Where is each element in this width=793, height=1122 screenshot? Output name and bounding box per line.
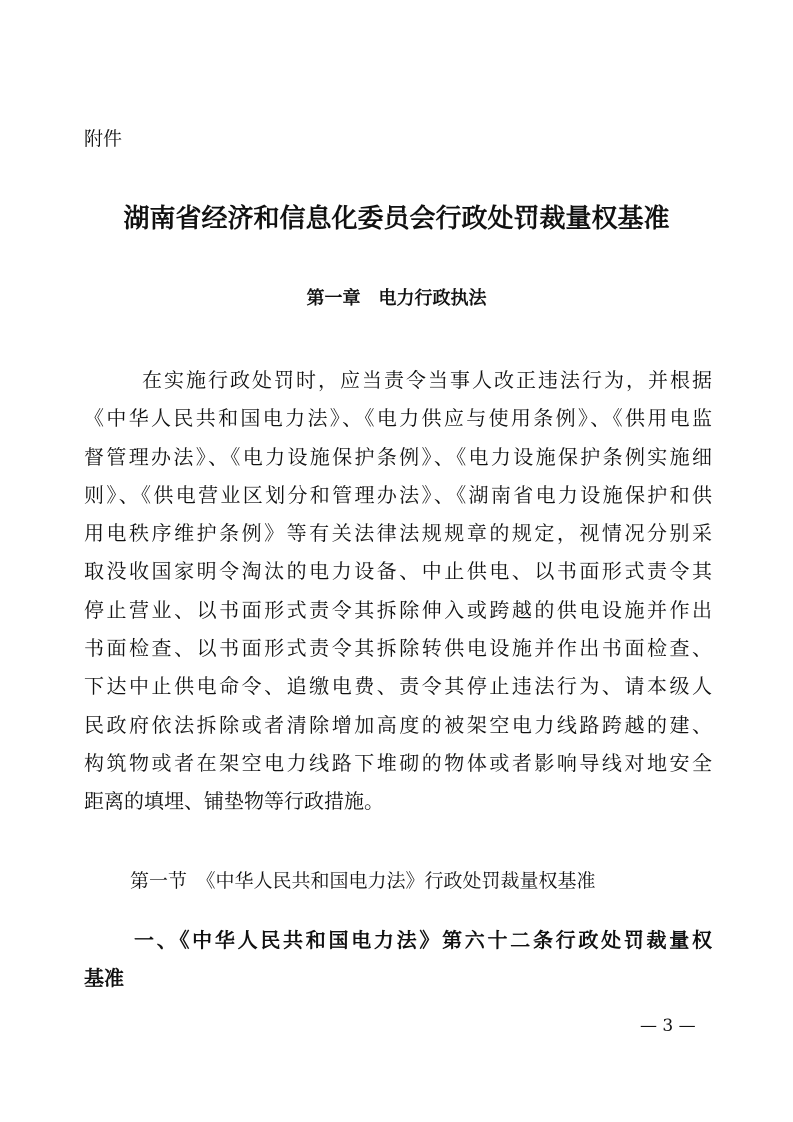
paragraph-line: 督管理办法》、《电力设施保护条例》、《电力设施保护条例实施细 bbox=[84, 444, 712, 469]
paragraph-line: 构筑物或者在架空电力线路下堆砌的物体或者影响导线对地安全 bbox=[84, 750, 712, 775]
subsection-heading-line: 基准 bbox=[84, 966, 124, 990]
paragraph-line: 民政府依法拆除或者清除增加高度的被架空电力线路跨越的建、 bbox=[84, 712, 712, 737]
section-heading: 第一节 《中华人民共和国电力法》行政处罚裁量权基准 bbox=[130, 870, 596, 892]
page-number: — 3 — bbox=[640, 1016, 696, 1036]
paragraph-line: 书面检查、以书面形式责令其拆除转供电设施并作出书面检查、 bbox=[84, 636, 712, 661]
paragraph-line: 用电秩序维护条例》等有关法律法规规章的规定，视情况分别采 bbox=[84, 521, 712, 546]
document-title: 湖南省经济和信息化委员会行政处罚裁量权基准 bbox=[123, 204, 670, 234]
paragraph-line: 则》、《供电营业区划分和管理办法》、《湖南省电力设施保护和供 bbox=[84, 482, 712, 507]
paragraph-line: 下达中止供电命令、追缴电费、责令其停止违法行为、请本级人 bbox=[84, 674, 712, 699]
attachment-label: 附件 bbox=[84, 128, 123, 150]
chapter-heading: 第一章 电力行政执法 bbox=[306, 288, 487, 309]
body-paragraph bbox=[84, 366, 712, 826]
paragraph-line: 距离的填埋、铺垫物等行政措施。 bbox=[84, 789, 384, 814]
subsection-heading bbox=[84, 924, 712, 991]
subsection-heading-line: 一、《中华人民共和国电力法》第六十二条行政处罚裁量权 bbox=[134, 928, 712, 952]
paragraph-line: 取没收国家明令淘汰的电力设备、中止供电、以书面形式责令其 bbox=[84, 559, 712, 584]
paragraph-line: 在实施行政处罚时，应当责令当事人改正违法行为，并根据 bbox=[142, 368, 712, 392]
paragraph-line: 停止营业、以书面形式责令其拆除伸入或跨越的供电设施并作出 bbox=[84, 597, 712, 622]
paragraph-line: 《中华人民共和国电力法》、《电力供应与使用条例》、《供用电监 bbox=[84, 406, 712, 431]
